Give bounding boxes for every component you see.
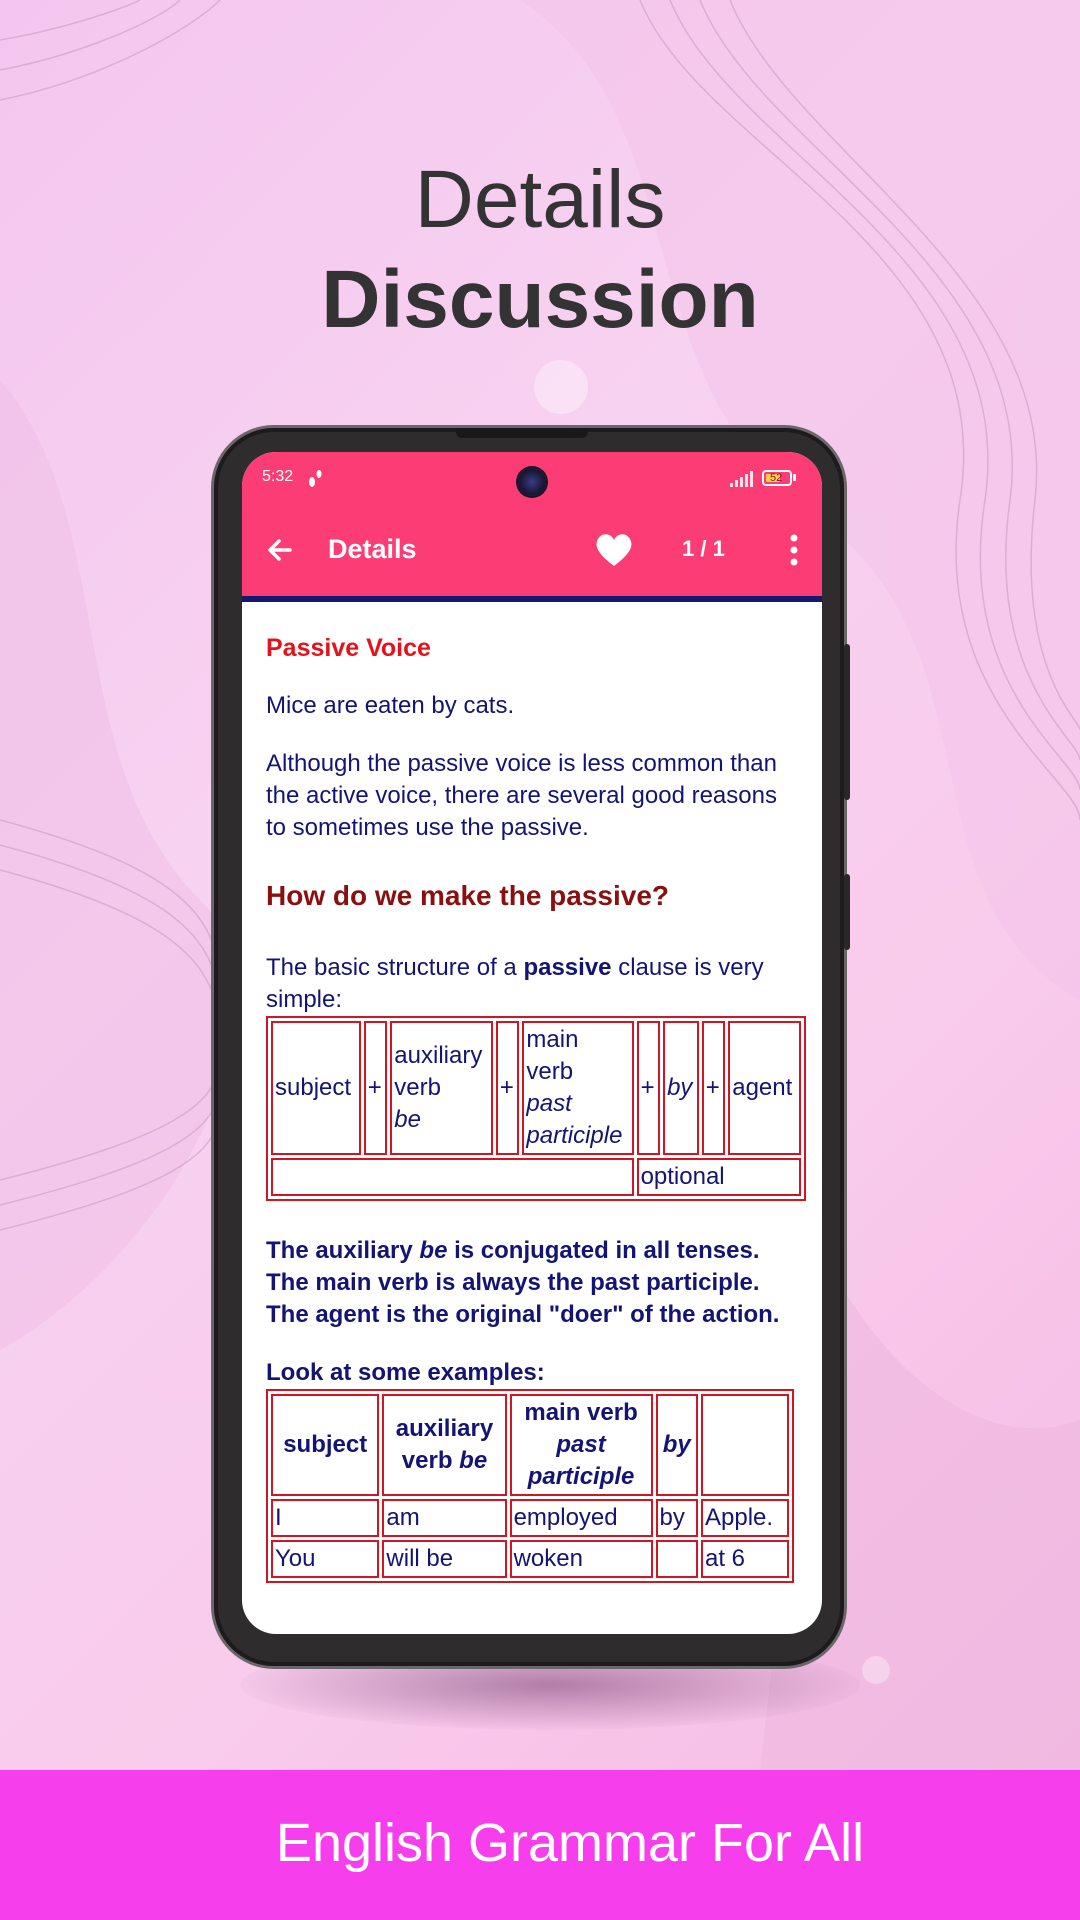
- table-cell: subject: [271, 1021, 361, 1155]
- back-arrow-icon: [260, 530, 300, 570]
- status-bar: [242, 452, 822, 504]
- promo-headline: [0, 150, 1080, 350]
- cell-line: main verb: [524, 1399, 638, 1426]
- table-cell: [656, 1540, 698, 1578]
- table-cell: +: [702, 1021, 726, 1155]
- example-sentence: Mice are eaten by cats.: [266, 692, 515, 719]
- table-cell: agent: [728, 1021, 801, 1155]
- table-cell: I: [271, 1499, 379, 1537]
- phone-side-button-power: [844, 874, 850, 950]
- table-row: [271, 1158, 801, 1196]
- table-cell: will be: [382, 1540, 506, 1578]
- phone-screen: [242, 452, 822, 1634]
- table-cell: Apple.: [701, 1499, 789, 1537]
- footer-banner: [0, 1770, 1080, 1920]
- promo-headline-line2: Discussion: [321, 254, 759, 345]
- table-cell: [522, 1021, 633, 1155]
- article-content[interactable]: [242, 602, 822, 1634]
- header-cell: subject: [271, 1394, 379, 1496]
- table-cell: at 6: [701, 1540, 789, 1578]
- cell-line: auxiliary: [395, 1415, 494, 1442]
- structure-table: [266, 1016, 806, 1201]
- signal-icon: [730, 470, 754, 488]
- header-cell: by: [656, 1394, 698, 1496]
- table-header-row: [271, 1394, 789, 1496]
- status-time: 5:32: [262, 468, 294, 485]
- cell-line: verb: [526, 1058, 574, 1085]
- cell-line: be: [394, 1106, 421, 1133]
- more-vert-icon: [782, 528, 806, 572]
- table-cell: You: [271, 1540, 379, 1578]
- table-cell: +: [364, 1021, 388, 1155]
- app-title: Details: [328, 534, 417, 564]
- rule-2: The main verb is always the past participle.: [266, 1269, 760, 1296]
- cell-line: past: [526, 1090, 572, 1117]
- phone-top-notch: [456, 428, 588, 438]
- cell-line: [386, 1445, 502, 1477]
- footer-text: English Grammar For All: [275, 1813, 865, 1873]
- rule-1: [266, 1235, 798, 1267]
- header-cell: [701, 1394, 789, 1496]
- intro-paragraph: Although the passive voice is less common than the active voice, there are several good reasons to sometimes use the passive.: [266, 750, 777, 841]
- heart-icon: [592, 528, 636, 572]
- article-heading: Passive Voice: [266, 634, 431, 662]
- table-cell: optional: [637, 1158, 801, 1196]
- page-counter: 1 / 1: [682, 536, 725, 561]
- cell-text: verb: [401, 1447, 460, 1474]
- rule-3: The agent is the original "doer" of the action.: [266, 1301, 780, 1328]
- cell-line: participle: [526, 1122, 623, 1149]
- table-cell: am: [382, 1499, 506, 1537]
- rules-paragraph: [266, 1235, 798, 1331]
- favorite-button[interactable]: [592, 528, 636, 572]
- battery-level: 52: [770, 472, 783, 484]
- structure-suffix: clause is very simple:: [266, 954, 764, 1013]
- notification-icon: [306, 468, 324, 490]
- rule-1-part: is conjugated in all tenses.: [447, 1237, 760, 1264]
- table-cell: +: [496, 1021, 520, 1155]
- cell-line: auxiliary: [394, 1042, 483, 1069]
- decor-bubble: [862, 1656, 890, 1684]
- table-row: [271, 1021, 801, 1155]
- header-cell: [382, 1394, 506, 1496]
- structure-prefix: The basic structure of a: [266, 954, 524, 981]
- back-button[interactable]: [260, 530, 300, 570]
- examples-table: [266, 1389, 794, 1583]
- header-cell: [510, 1394, 653, 1496]
- table-cell: by: [663, 1021, 699, 1155]
- structure-paragraph: [266, 952, 798, 1016]
- rule-1-part: The auxiliary: [266, 1237, 420, 1264]
- battery-tip: [793, 474, 796, 481]
- table-cell: [390, 1021, 493, 1155]
- more-options-button[interactable]: [782, 528, 806, 572]
- rule-1-part: be: [419, 1237, 448, 1264]
- cell-line: past: [556, 1431, 606, 1458]
- table-cell-empty: [271, 1158, 634, 1196]
- table-row: [271, 1540, 789, 1578]
- cell-line: main: [526, 1026, 579, 1053]
- app-bar: [242, 504, 822, 602]
- examples-intro: Look at some examples:: [266, 1359, 545, 1386]
- structure-bold: passive: [523, 954, 612, 981]
- phone-side-button-volume: [844, 644, 850, 800]
- cell-line: participle: [527, 1463, 635, 1490]
- table-cell: employed: [510, 1499, 653, 1537]
- cell-text: be: [459, 1447, 488, 1474]
- decor-bubble: [534, 360, 588, 414]
- promo-headline-line1: Details: [414, 154, 666, 245]
- cell-line: verb: [394, 1074, 441, 1101]
- front-camera: [518, 468, 546, 496]
- table-cell: by: [656, 1499, 698, 1537]
- article-subheading: How do we make the passive?: [266, 880, 670, 911]
- table-cell: +: [637, 1021, 661, 1155]
- table-cell: woken: [510, 1540, 653, 1578]
- table-row: [271, 1499, 789, 1537]
- battery-icon: [762, 470, 792, 486]
